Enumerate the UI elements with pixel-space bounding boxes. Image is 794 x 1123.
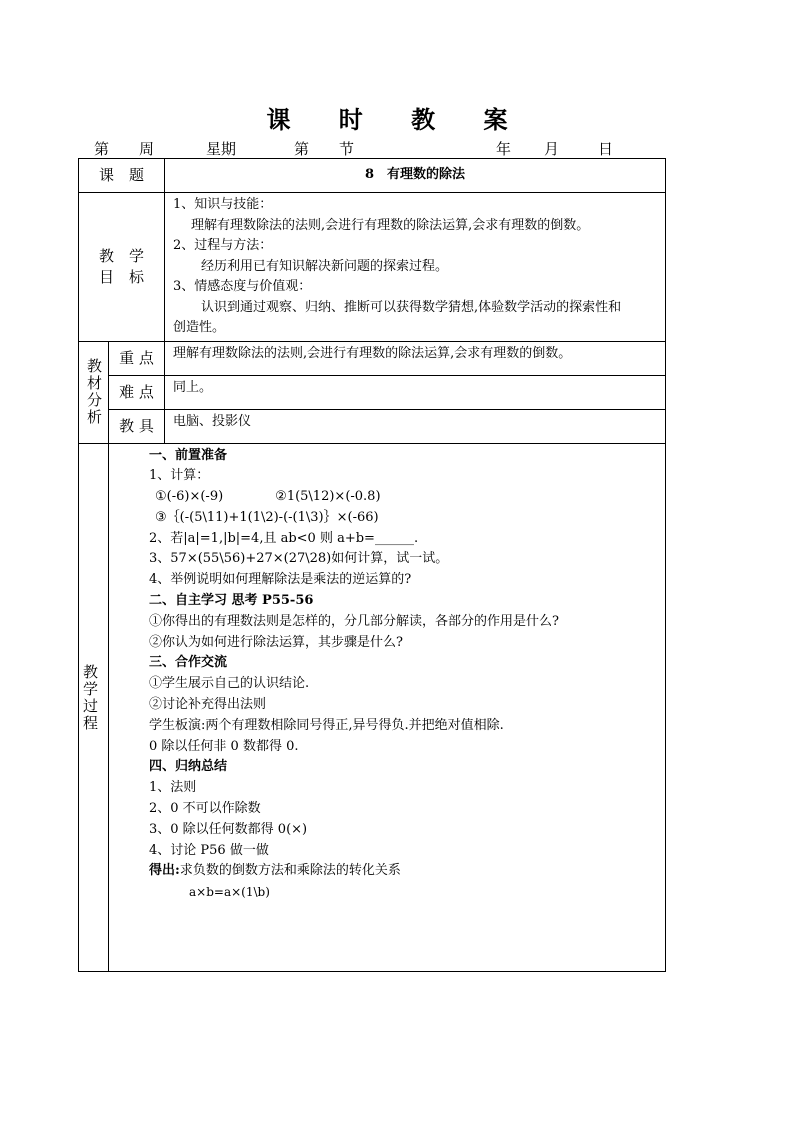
objective-line: 经历利用已有知识解决新问题的探索过程。: [201, 258, 449, 274]
analysis-row-key-points: [79, 341, 666, 375]
process-line: 4、举例说明如何理解除法是乘法的逆运算的?: [149, 572, 412, 588]
date-line: [78, 138, 664, 160]
difficulties-value: 同上。: [165, 375, 666, 409]
process-line: 一、前置准备: [149, 447, 228, 463]
year-field: 年: [496, 140, 512, 158]
process-line: 三、合作交流: [149, 655, 228, 671]
derive-text: 求负数的倒数方法和乘除法的转化关系: [179, 863, 401, 879]
analysis-label: 教材分析: [79, 341, 109, 443]
analysis-row-difficulties: [79, 375, 666, 409]
lesson-plan-table: [78, 158, 666, 972]
process-line: ①学生展示自己的认识结论.: [149, 676, 310, 692]
process-line: 1、计算：: [149, 468, 210, 484]
process-line: 学生板演:两个有理数相除同号得正,异号得负.并把绝对值相除.: [149, 717, 504, 733]
key-points-label: 重 点: [109, 341, 165, 375]
week-field: 第 周: [94, 140, 155, 158]
process-line: 3、57×(55\56)+27×(27\28)如何计算，试一试。: [149, 551, 449, 567]
process-line: 4、讨论 P56 做一做: [149, 842, 269, 858]
process-line: ①(-6)×(-9) ②1(5\12)×(-0.8): [155, 489, 381, 505]
tools-value: 电脑、投影仪: [165, 409, 666, 443]
process-line: 2、0 不可以作除数: [149, 801, 261, 817]
page-title: 课 时 教 案: [266, 105, 528, 134]
process-line: [149, 861, 661, 882]
objectives-row: [79, 193, 666, 342]
process-line: a×b=a×(1\b): [189, 885, 270, 900]
objective-line: 2、过程与方法：: [173, 238, 273, 253]
process-content: [109, 443, 666, 971]
difficulties-label: 难 点: [109, 375, 165, 409]
objectives-label: 教 学 目 标: [79, 193, 165, 342]
process-line: 1、法则: [149, 780, 197, 796]
process-line: ②你认为如何进行除法运算，其步骤是什么?: [149, 634, 403, 650]
objective-line: 认识到通过观察、归纳、推断可以获得数学猜想,体验数学活动的探索性和: [201, 299, 622, 315]
month-field: 月: [544, 140, 560, 158]
process-line: 3、0 除以任何数都得 0(×): [149, 821, 308, 837]
weekday-field: 星期: [206, 140, 237, 158]
topic-label: 课 题: [79, 159, 165, 193]
process-line: 2、若|a|=1,|b|=4,且 ab<0 则 a+b=______.: [149, 530, 419, 546]
topic-row: [79, 159, 666, 193]
tools-label: 教 具: [109, 409, 165, 443]
objective-line: 3、情感态度与价值观：: [173, 279, 312, 294]
objectives-content: [165, 193, 666, 342]
objective-line: 创造性。: [173, 320, 226, 335]
topic-value: 8 有理数的除法: [165, 159, 666, 193]
process-row: [79, 443, 666, 971]
objective-line: 理解有理数除法的法则,会进行有理数的除法运算,会求有理数的倒数。: [191, 217, 590, 233]
objective-line: 1、知识与技能：: [173, 197, 273, 212]
key-points-value: 理解有理数除法的法则,会进行有理数的除法运算,会求有理数的倒数。: [165, 341, 666, 375]
section-field: 第 节: [294, 140, 355, 158]
process-line: 二、自主学习 思考 P55-56: [149, 593, 314, 609]
process-line: 0 除以任何非 0 数都得 0.: [149, 738, 299, 754]
process-line: ②讨论补充得出法则: [149, 697, 267, 713]
process-line: 四、归纳总结: [149, 759, 228, 775]
process-label: 教学过程: [79, 443, 109, 971]
process-line: ③｛(-(5\11)+1(1\2)-(-(1\3)｝×(-66): [155, 509, 379, 525]
derive-label: 得出:: [149, 863, 180, 879]
day-field: 日: [598, 140, 614, 158]
analysis-row-tools: [79, 409, 666, 443]
process-line: ①你得出的有理数法则是怎样的，分几部分解读，各部分的作用是什么?: [149, 613, 559, 629]
